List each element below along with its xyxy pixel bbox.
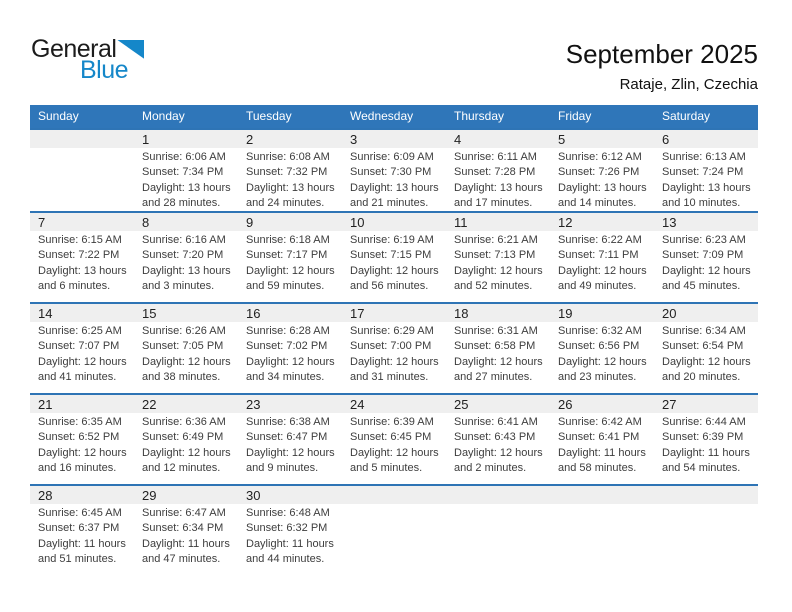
day-cell xyxy=(134,303,238,394)
day-cell xyxy=(134,485,238,576)
date-band xyxy=(342,130,446,148)
date-number: 21 xyxy=(38,397,53,413)
daylight-text-line1: Daylight: 12 hours xyxy=(246,355,335,368)
sunset-text: Sunset: 6:45 PM xyxy=(350,431,432,444)
day-details xyxy=(550,413,654,476)
daylight-text-line2: and 51 minutes. xyxy=(38,553,117,566)
date-band xyxy=(238,130,342,148)
day-cell xyxy=(654,303,758,394)
date-band xyxy=(654,395,758,413)
date-band xyxy=(30,486,134,504)
calendar-body xyxy=(30,129,758,576)
weekday-header-wednesday: Wednesday xyxy=(342,105,446,129)
day-details xyxy=(550,231,654,294)
daylight-text-line1: Daylight: 13 hours xyxy=(558,181,647,194)
date-band xyxy=(238,395,342,413)
daylight-text-line2: and 28 minutes. xyxy=(142,196,221,209)
day-details xyxy=(30,413,134,476)
daylight-text-line1: Daylight: 12 hours xyxy=(246,264,335,277)
daylight-text-line2: and 20 minutes. xyxy=(662,371,741,384)
day-details xyxy=(342,322,446,385)
daylight-text-line1: Daylight: 12 hours xyxy=(454,355,543,368)
daylight-text-line2: and 6 minutes. xyxy=(38,280,111,293)
sunrise-text: Sunrise: 6:34 AM xyxy=(662,325,746,338)
daylight-text-line1: Daylight: 12 hours xyxy=(454,446,543,459)
daylight-text-line1: Daylight: 13 hours xyxy=(38,264,127,277)
date-number: 16 xyxy=(246,306,261,322)
date-number: 6 xyxy=(662,132,670,147)
date-band xyxy=(550,395,654,413)
day-details xyxy=(238,504,342,567)
empty-day-cell xyxy=(30,129,134,212)
daylight-text-line1: Daylight: 12 hours xyxy=(142,355,231,368)
sunset-text: Sunset: 7:15 PM xyxy=(350,249,432,262)
date-band xyxy=(654,213,758,231)
sunrise-text: Sunrise: 6:38 AM xyxy=(246,416,330,429)
daylight-text-line2: and 49 minutes. xyxy=(558,280,637,293)
day-details xyxy=(238,322,342,385)
daylight-text-line2: and 44 minutes. xyxy=(246,553,325,566)
date-number: 4 xyxy=(454,132,462,147)
day-cell xyxy=(550,303,654,394)
sunset-text: Sunset: 7:07 PM xyxy=(38,340,120,353)
sunrise-text: Sunrise: 6:12 AM xyxy=(558,151,642,163)
sunrise-text: Sunrise: 6:18 AM xyxy=(246,234,330,247)
day-details xyxy=(134,231,238,294)
page-header xyxy=(0,0,792,105)
daylight-text-line2: and 41 minutes. xyxy=(38,371,117,384)
date-number: 9 xyxy=(246,215,254,231)
sunset-text: Sunset: 6:52 PM xyxy=(38,431,120,444)
daylight-text-line2: and 31 minutes. xyxy=(350,371,429,384)
weekday-header-row xyxy=(30,105,758,129)
date-band xyxy=(30,213,134,231)
title-block xyxy=(566,40,758,93)
date-number: 11 xyxy=(454,215,468,231)
daylight-text-line2: and 9 minutes. xyxy=(246,462,319,475)
day-details xyxy=(30,322,134,385)
logo-text-blue: Blue xyxy=(80,56,129,84)
day-cell xyxy=(134,212,238,303)
sunrise-text: Sunrise: 6:31 AM xyxy=(454,325,538,338)
date-band xyxy=(30,395,134,413)
day-cell xyxy=(238,303,342,394)
sunset-text: Sunset: 6:47 PM xyxy=(246,431,328,444)
date-band xyxy=(446,130,550,148)
day-cell xyxy=(30,485,134,576)
daylight-text-line2: and 47 minutes. xyxy=(142,553,221,566)
date-number: 26 xyxy=(558,397,573,413)
daylight-text-line2: and 23 minutes. xyxy=(558,371,637,384)
date-band xyxy=(30,304,134,322)
sunset-text: Sunset: 6:41 PM xyxy=(558,431,640,444)
daylight-text-line1: Daylight: 12 hours xyxy=(350,264,439,277)
date-number: 15 xyxy=(142,306,157,322)
day-details xyxy=(134,504,238,567)
date-number: 17 xyxy=(350,306,365,322)
daylight-text-line2: and 24 minutes. xyxy=(246,196,325,209)
week-row xyxy=(30,485,758,576)
date-number: 1 xyxy=(142,132,150,147)
day-details xyxy=(134,148,238,211)
daylight-text-line2: and 17 minutes. xyxy=(454,196,533,209)
date-band xyxy=(342,486,446,504)
week-row xyxy=(30,394,758,485)
daylight-text-line1: Daylight: 12 hours xyxy=(38,446,127,459)
sunrise-text: Sunrise: 6:08 AM xyxy=(246,151,330,163)
date-band xyxy=(446,213,550,231)
date-band xyxy=(654,130,758,148)
daylight-text-line1: Daylight: 13 hours xyxy=(142,264,231,277)
sunrise-text: Sunrise: 6:11 AM xyxy=(454,151,537,163)
sunrise-text: Sunrise: 6:32 AM xyxy=(558,325,642,338)
sunset-text: Sunset: 6:54 PM xyxy=(662,340,744,353)
date-number: 27 xyxy=(662,397,677,413)
day-details xyxy=(654,322,758,385)
date-band xyxy=(550,486,654,504)
sunrise-text: Sunrise: 6:16 AM xyxy=(142,234,226,247)
sunset-text: Sunset: 6:37 PM xyxy=(38,522,120,535)
day-cell xyxy=(654,394,758,485)
sunrise-text: Sunrise: 6:35 AM xyxy=(38,416,122,429)
date-band xyxy=(238,213,342,231)
empty-day-cell xyxy=(550,485,654,576)
page-title: September 2025 xyxy=(565,39,758,69)
sunset-text: Sunset: 7:22 PM xyxy=(38,249,120,262)
week-row xyxy=(30,303,758,394)
day-cell xyxy=(342,129,446,212)
day-cell xyxy=(550,212,654,303)
date-number: 28 xyxy=(38,488,53,504)
sunrise-text: Sunrise: 6:22 AM xyxy=(558,234,642,247)
sunset-text: Sunset: 6:49 PM xyxy=(142,431,224,444)
daylight-text-line2: and 56 minutes. xyxy=(350,280,429,293)
sunrise-text: Sunrise: 6:48 AM xyxy=(246,507,330,520)
day-details xyxy=(446,322,550,385)
sunrise-text: Sunrise: 6:41 AM xyxy=(454,416,538,429)
day-details xyxy=(342,231,446,294)
sunrise-text: Sunrise: 6:45 AM xyxy=(38,507,122,520)
date-number: 22 xyxy=(142,397,157,413)
sunset-text: Sunset: 7:09 PM xyxy=(662,249,744,262)
sunset-text: Sunset: 7:30 PM xyxy=(350,166,432,179)
day-cell xyxy=(238,212,342,303)
daylight-text-line2: and 3 minutes. xyxy=(142,280,215,293)
day-details xyxy=(550,322,654,385)
day-details xyxy=(134,413,238,476)
daylight-text-line2: and 59 minutes. xyxy=(246,280,325,293)
sunrise-text: Sunrise: 6:09 AM xyxy=(350,151,434,163)
daylight-text-line1: Daylight: 12 hours xyxy=(350,446,439,459)
day-cell xyxy=(134,394,238,485)
sunrise-text: Sunrise: 6:06 AM xyxy=(142,151,226,163)
week-row xyxy=(30,129,758,212)
daylight-text-line2: and 2 minutes. xyxy=(454,462,527,475)
date-band xyxy=(550,304,654,322)
sunrise-text: Sunrise: 6:47 AM xyxy=(142,507,226,520)
daylight-text-line1: Daylight: 12 hours xyxy=(558,355,647,368)
date-number: 25 xyxy=(454,397,469,413)
daylight-text-line2: and 34 minutes. xyxy=(246,371,325,384)
daylight-text-line1: Daylight: 12 hours xyxy=(454,264,543,277)
sunset-text: Sunset: 6:43 PM xyxy=(454,431,536,444)
date-number: 20 xyxy=(662,306,677,322)
calendar-table xyxy=(30,105,758,576)
date-band xyxy=(446,304,550,322)
weekday-header-friday: Friday xyxy=(550,105,654,129)
weekday-header-tuesday: Tuesday xyxy=(238,105,342,129)
daylight-text-line1: Daylight: 12 hours xyxy=(246,446,335,459)
date-band xyxy=(134,486,238,504)
date-band xyxy=(446,395,550,413)
sunset-text: Sunset: 7:05 PM xyxy=(142,340,224,353)
location-subtitle: Rataje, Zlin, Czechia xyxy=(619,75,758,93)
date-number: 5 xyxy=(558,132,566,147)
sunrise-text: Sunrise: 6:29 AM xyxy=(350,325,434,338)
date-band xyxy=(342,395,446,413)
day-cell xyxy=(30,303,134,394)
daylight-text-line2: and 52 minutes. xyxy=(454,280,533,293)
day-details xyxy=(446,148,550,211)
date-number: 19 xyxy=(558,306,573,322)
sunset-text: Sunset: 7:00 PM xyxy=(350,340,432,353)
day-details xyxy=(654,413,758,476)
sunset-text: Sunset: 7:02 PM xyxy=(246,340,328,353)
day-details xyxy=(238,148,342,211)
daylight-text-line1: Daylight: 12 hours xyxy=(142,446,231,459)
daylight-text-line1: Daylight: 12 hours xyxy=(558,264,647,277)
date-number xyxy=(446,486,550,488)
daylight-text-line2: and 10 minutes. xyxy=(662,196,741,209)
sunrise-text: Sunrise: 6:15 AM xyxy=(38,234,122,247)
sunrise-text: Sunrise: 6:21 AM xyxy=(454,234,538,247)
day-cell xyxy=(30,212,134,303)
empty-day-cell xyxy=(342,485,446,576)
date-number: 30 xyxy=(246,488,261,504)
sunrise-text: Sunrise: 6:39 AM xyxy=(350,416,434,429)
date-band xyxy=(30,130,134,148)
date-number: 10 xyxy=(350,215,365,231)
date-number xyxy=(654,486,758,488)
daylight-text-line1: Daylight: 12 hours xyxy=(38,355,127,368)
daylight-text-line2: and 12 minutes. xyxy=(142,462,221,475)
day-cell xyxy=(654,129,758,212)
date-number: 18 xyxy=(454,306,469,322)
day-details xyxy=(654,231,758,294)
date-band xyxy=(446,486,550,504)
day-details xyxy=(134,322,238,385)
day-details xyxy=(30,231,134,294)
logo-text-general: General xyxy=(31,35,117,63)
daylight-text-line1: Daylight: 13 hours xyxy=(350,181,439,194)
sunset-text: Sunset: 7:20 PM xyxy=(142,249,224,262)
day-cell xyxy=(446,212,550,303)
sunrise-text: Sunrise: 6:28 AM xyxy=(246,325,330,338)
day-details xyxy=(238,413,342,476)
sunrise-text: Sunrise: 6:19 AM xyxy=(350,234,434,247)
sunset-text: Sunset: 7:32 PM xyxy=(246,166,328,179)
day-cell xyxy=(446,394,550,485)
day-cell xyxy=(342,212,446,303)
daylight-text-line1: Daylight: 11 hours xyxy=(662,446,750,459)
sunset-text: Sunset: 7:11 PM xyxy=(558,249,639,262)
day-cell xyxy=(550,129,654,212)
sunrise-text: Sunrise: 6:26 AM xyxy=(142,325,226,338)
date-number: 7 xyxy=(38,215,46,231)
day-details xyxy=(342,413,446,476)
date-band xyxy=(134,395,238,413)
date-number: 12 xyxy=(558,215,573,231)
date-number: 8 xyxy=(142,215,150,231)
sunset-text: Sunset: 7:28 PM xyxy=(454,166,536,179)
sunrise-text: Sunrise: 6:23 AM xyxy=(662,234,746,247)
daylight-text-line1: Daylight: 11 hours xyxy=(558,446,646,459)
sunrise-text: Sunrise: 6:44 AM xyxy=(662,416,746,429)
sunset-text: Sunset: 7:24 PM xyxy=(662,166,744,179)
daylight-text-line1: Daylight: 13 hours xyxy=(246,181,335,194)
weekday-header-saturday: Saturday xyxy=(654,105,758,129)
date-band xyxy=(134,304,238,322)
sunset-text: Sunset: 6:56 PM xyxy=(558,340,640,353)
sunrise-text: Sunrise: 6:42 AM xyxy=(558,416,642,429)
sunset-text: Sunset: 6:39 PM xyxy=(662,431,744,444)
day-cell xyxy=(238,129,342,212)
daylight-text-line1: Daylight: 12 hours xyxy=(662,264,751,277)
day-details xyxy=(654,148,758,211)
sunset-text: Sunset: 6:58 PM xyxy=(454,340,536,353)
day-cell xyxy=(654,212,758,303)
daylight-text-line2: and 21 minutes. xyxy=(350,196,429,209)
daylight-text-line2: and 16 minutes. xyxy=(38,462,117,475)
date-band xyxy=(550,130,654,148)
date-number: 13 xyxy=(662,215,677,231)
date-number: 24 xyxy=(350,397,365,413)
daylight-text-line1: Daylight: 12 hours xyxy=(350,355,439,368)
empty-day-cell xyxy=(446,485,550,576)
day-cell xyxy=(342,394,446,485)
week-row xyxy=(30,212,758,303)
day-details xyxy=(30,504,134,567)
date-number xyxy=(30,130,134,132)
sunset-text: Sunset: 7:17 PM xyxy=(246,249,328,262)
sunset-text: Sunset: 7:13 PM xyxy=(454,249,536,262)
date-band xyxy=(654,304,758,322)
date-number: 14 xyxy=(38,306,53,322)
day-cell xyxy=(446,129,550,212)
daylight-text-line2: and 45 minutes. xyxy=(662,280,741,293)
date-band xyxy=(238,486,342,504)
daylight-text-line1: Daylight: 11 hours xyxy=(142,537,230,550)
date-band xyxy=(134,130,238,148)
date-band xyxy=(654,486,758,504)
daylight-text-line2: and 14 minutes. xyxy=(558,196,637,209)
day-cell xyxy=(238,394,342,485)
weekday-header-monday: Monday xyxy=(134,105,238,129)
weekday-header-sunday: Sunday xyxy=(30,105,134,129)
sunset-text: Sunset: 7:26 PM xyxy=(558,166,640,179)
daylight-text-line2: and 58 minutes. xyxy=(558,462,637,475)
day-cell xyxy=(238,485,342,576)
daylight-text-line1: Daylight: 12 hours xyxy=(662,355,751,368)
daylight-text-line1: Daylight: 13 hours xyxy=(142,181,231,194)
date-number: 29 xyxy=(142,488,157,504)
daylight-text-line1: Daylight: 11 hours xyxy=(38,537,126,550)
day-cell xyxy=(30,394,134,485)
sunrise-text: Sunrise: 6:36 AM xyxy=(142,416,226,429)
daylight-text-line2: and 27 minutes. xyxy=(454,371,533,384)
date-number xyxy=(342,486,446,488)
weekday-header-thursday: Thursday xyxy=(446,105,550,129)
day-details xyxy=(342,148,446,211)
empty-day-cell xyxy=(654,485,758,576)
date-band xyxy=(550,213,654,231)
day-cell xyxy=(446,303,550,394)
sunset-text: Sunset: 7:34 PM xyxy=(142,166,224,179)
date-number: 3 xyxy=(350,132,358,147)
day-cell xyxy=(134,129,238,212)
day-details xyxy=(446,413,550,476)
date-number xyxy=(550,486,654,488)
daylight-text-line2: and 38 minutes. xyxy=(142,371,221,384)
date-number: 2 xyxy=(246,132,254,147)
date-band xyxy=(134,213,238,231)
general-blue-logo xyxy=(31,37,144,83)
day-details xyxy=(446,231,550,294)
sunrise-text: Sunrise: 6:25 AM xyxy=(38,325,122,338)
day-details xyxy=(550,148,654,211)
date-band xyxy=(342,304,446,322)
date-number: 23 xyxy=(246,397,261,413)
sunrise-text: Sunrise: 6:13 AM xyxy=(662,151,746,163)
sunset-text: Sunset: 6:34 PM xyxy=(142,522,224,535)
daylight-text-line2: and 5 minutes. xyxy=(350,462,423,475)
day-cell xyxy=(342,303,446,394)
date-band xyxy=(342,213,446,231)
day-cell xyxy=(550,394,654,485)
daylight-text-line1: Daylight: 11 hours xyxy=(246,537,334,550)
daylight-text-line2: and 54 minutes. xyxy=(662,462,741,475)
day-details xyxy=(238,231,342,294)
date-band xyxy=(238,304,342,322)
sunset-text: Sunset: 6:32 PM xyxy=(246,522,328,535)
daylight-text-line1: Daylight: 13 hours xyxy=(662,181,751,194)
daylight-text-line1: Daylight: 13 hours xyxy=(454,181,543,194)
